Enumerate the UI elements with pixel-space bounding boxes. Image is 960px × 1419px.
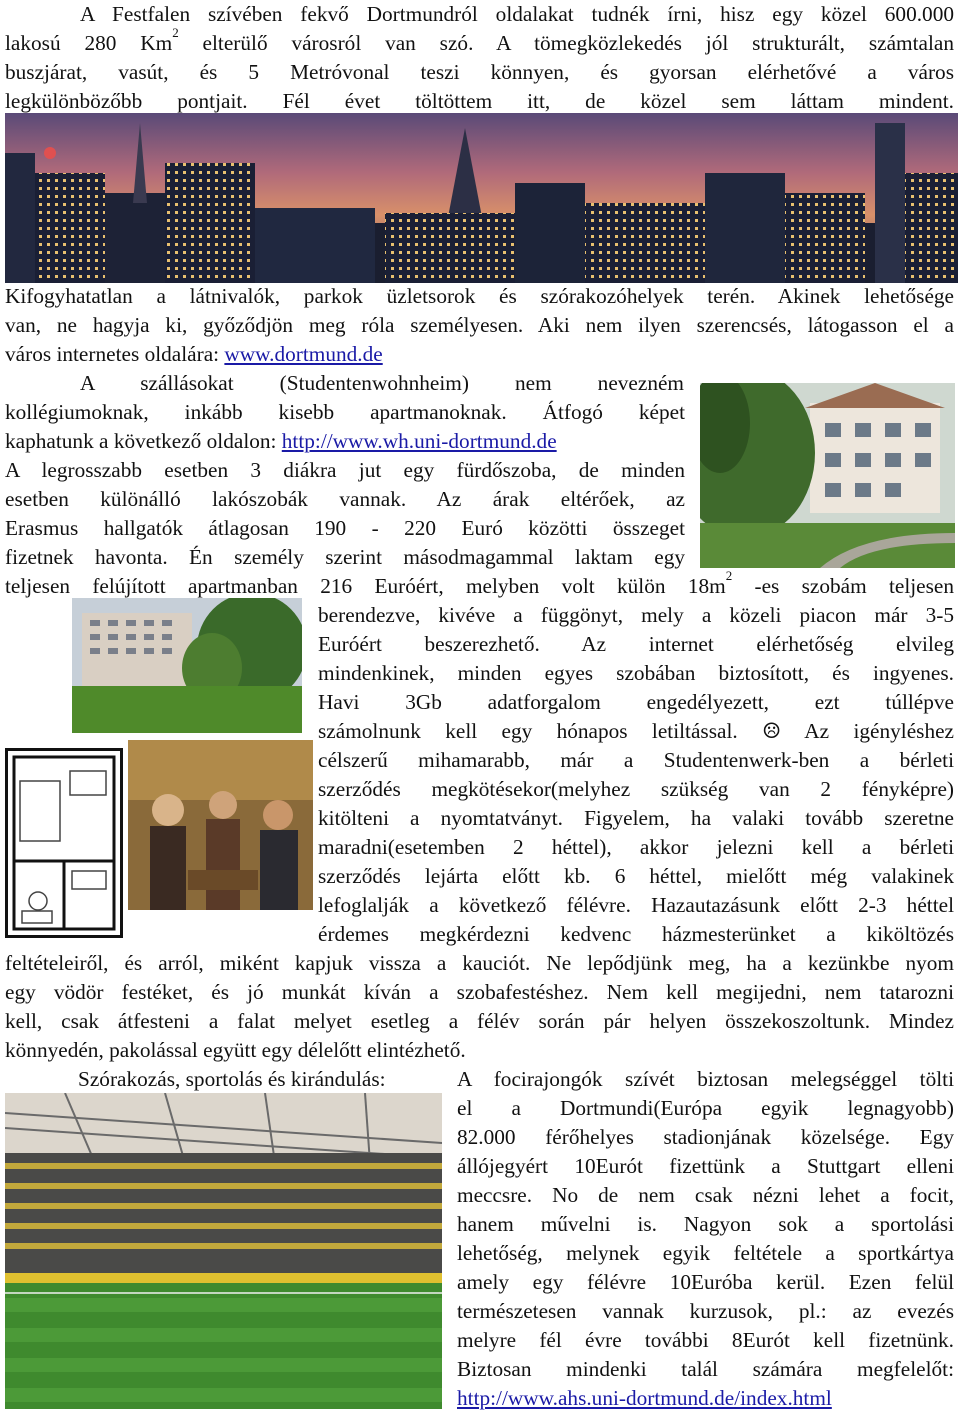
intro-line-3: buszjárat, vasút, és 5 Metróvonal teszi könnyen, és gyorsan elérhetővé a város <box>5 60 954 84</box>
housing-line-5: esetben különálló lakószobák vannak. Az árak eltérőek, az <box>5 487 685 511</box>
housing-full-line-1: feltételeiről, és arról, miként kapjuk vissza a kauciót. Ne lepődjünk meg, ha a kezünkbe nyom <box>5 951 954 975</box>
dortmund-website-link[interactable]: www.dortmund.de <box>224 342 383 366</box>
attractions-line-3: város internetes oldalára: www.dortmund.de <box>5 342 383 366</box>
housing-right-line-5: számolnunk kell egy hónapos letiltással. ☹ Az igényléshez <box>318 719 954 743</box>
housing-line-8: teljesen felújított apartmanban 216 Euróért, melyben volt külön $18m^2$ -es szobám teljesen <box>5 568 954 598</box>
housing-full-line-2: egy vödör festéket, és jó munkát kíván a szobafestéshez. Nem kell megijedni, nem tatarozni <box>5 980 954 1004</box>
housing-right-line-11: lefoglalják a következő félévre. Hazautazásunk előtt 2-3 héttel <box>318 893 954 917</box>
attractions-line-2: van, ne hagyja ki, győződjön meg róla személyesen. Aki nem ilyen szerencsés, látogasson el a <box>5 313 954 337</box>
student-party-photo <box>128 740 313 910</box>
leisure-line-10: melyre fél évre további 8Eurót kell fizetnünk. <box>457 1328 954 1352</box>
leisure-line-12 <box>457 1384 832 1413</box>
student-housing-lawn-photo <box>72 598 302 733</box>
leisure-heading: Szórakozás, sportolás és kirándulás: <box>78 1067 386 1091</box>
housing-line-2: kollégiumoknak, inkább kisebb apartmanoknak. Átfogó képet <box>5 400 685 424</box>
housing-right-line-7: szerződés megkötésekor(melyhez szükség van 2 fényképre) <box>318 777 954 801</box>
leisure-line-9: természetesen vannak kurzusok, pl.: az evezés <box>457 1299 954 1323</box>
housing-right-line-9: maradni(esetemben 2 héttel), akkor jelezni kell a bérleti <box>318 835 954 859</box>
housing-right-line-6: célszerű mihamarabb, már a Studentenwerk-ben a bérleti <box>318 748 954 772</box>
attractions-line-1: Kifogyhatatlan a látnivalók, parkok üzletsorok és szórakozóhelyek terén. Akinek lehetősége <box>5 284 954 308</box>
housing-full-line-4: könnyedén, pakolással együtt egy délelőtt elintézhető. <box>5 1038 466 1062</box>
housing-line-7: fizetnek havonta. Én személy szerint másodmagammal laktam egy <box>5 545 685 569</box>
leisure-line-5: meccsre. No de nem csak nézni lehet a focit, <box>457 1183 954 1207</box>
leisure-line-7: lehetőség, melynek egyik feltétele a sportkártya <box>457 1241 954 1265</box>
leisure-line-11: Biztosan mindenki talál számára megfelelőt: <box>457 1357 954 1381</box>
housing-right-line-12: érdemes megkérdezni kedvenc házmesterünket a kiköltözés <box>318 922 954 946</box>
city-skyline-photo <box>5 113 958 283</box>
housing-right-line-4: Havi 3Gb adatforgalom engedélyezett, ezt túllépve <box>318 690 954 714</box>
intro-line-1: A Festfalen szívében fekvő Dortmundról oldalakat tudnék írni, hisz egy közel 600.000 <box>80 2 954 26</box>
sports-website-link[interactable]: http://www.ahs.uni-dortmund.de/index.html <box>457 1386 832 1410</box>
housing-right-line-1: berendezve, kivéve a függönyt, mely a közeli piacon már 3-5 <box>318 603 954 627</box>
dormitory-building-photo <box>700 383 955 568</box>
housing-full-line-3: kell, csak átfesteni a falat melyet esetleg a félév során pár helyen összekoszoltunk. Mindez <box>5 1009 954 1033</box>
housing-right-line-10: szerződés lejárta előtt kb. 6 héttel, mielőtt még valakinek <box>318 864 954 888</box>
intro-line-4: legkülönbözőbb pontjait. Fél évet töltöttem itt, de közel sem láttam mindent. <box>5 89 954 113</box>
sad-face-icon: ☹ <box>762 719 782 743</box>
housing-line-3: kaphatunk a következő oldalon: http://www.wh.uni-dortmund.de <box>5 429 557 453</box>
leisure-line-3: 82.000 férőhelyes stadionjának közelsége. Egy <box>457 1125 954 1149</box>
housing-right-line-3: mindenkinek, minden egyes szobában biztosított, és ingyenes. <box>318 661 954 685</box>
apartment-floor-plan-image <box>5 748 123 938</box>
housing-line-6: Erasmus hallgatók átlagosan 190 - 220 Euró közötti összeget <box>5 516 685 540</box>
leisure-line-8: amely egy félévre 10Euróba kerül. Ezen felül <box>457 1270 954 1294</box>
housing-right-line-8: kitölteni a nyomtatványt. Figyelem, ha valaki tovább szeretne <box>318 806 954 830</box>
housing-line-4: A legrosszabb esetben 3 diákra jut egy fürdőszoba, de minden <box>5 458 685 482</box>
housing-line-1: A szállásokat (Studentenwohnheim) nem nevezném <box>80 371 684 395</box>
dormitory-website-link[interactable]: http://www.wh.uni-dortmund.de <box>281 429 557 453</box>
leisure-line-4: állójegyért 10Eurót fizettünk a Stuttgart elleni <box>457 1154 954 1178</box>
leisure-line-1: A focirajongók szívét biztosan melegséggel tölti <box>457 1067 954 1091</box>
leisure-line-6: hanem művelni is. Nagyon sok a sportolási <box>457 1212 954 1236</box>
intro-line-2: lakosú 280 Km$^2$ elterülő városról van szó. A tömegközlekedés jól strukturált, számtalan <box>5 25 954 55</box>
leisure-line-2: el a Dortmundi(Európa egyik legnagyobb) <box>457 1096 954 1120</box>
stadium-photo <box>5 1093 442 1409</box>
housing-right-line-2: Euróért beszerezhető. Az internet elérhetőség elvileg <box>318 632 954 656</box>
